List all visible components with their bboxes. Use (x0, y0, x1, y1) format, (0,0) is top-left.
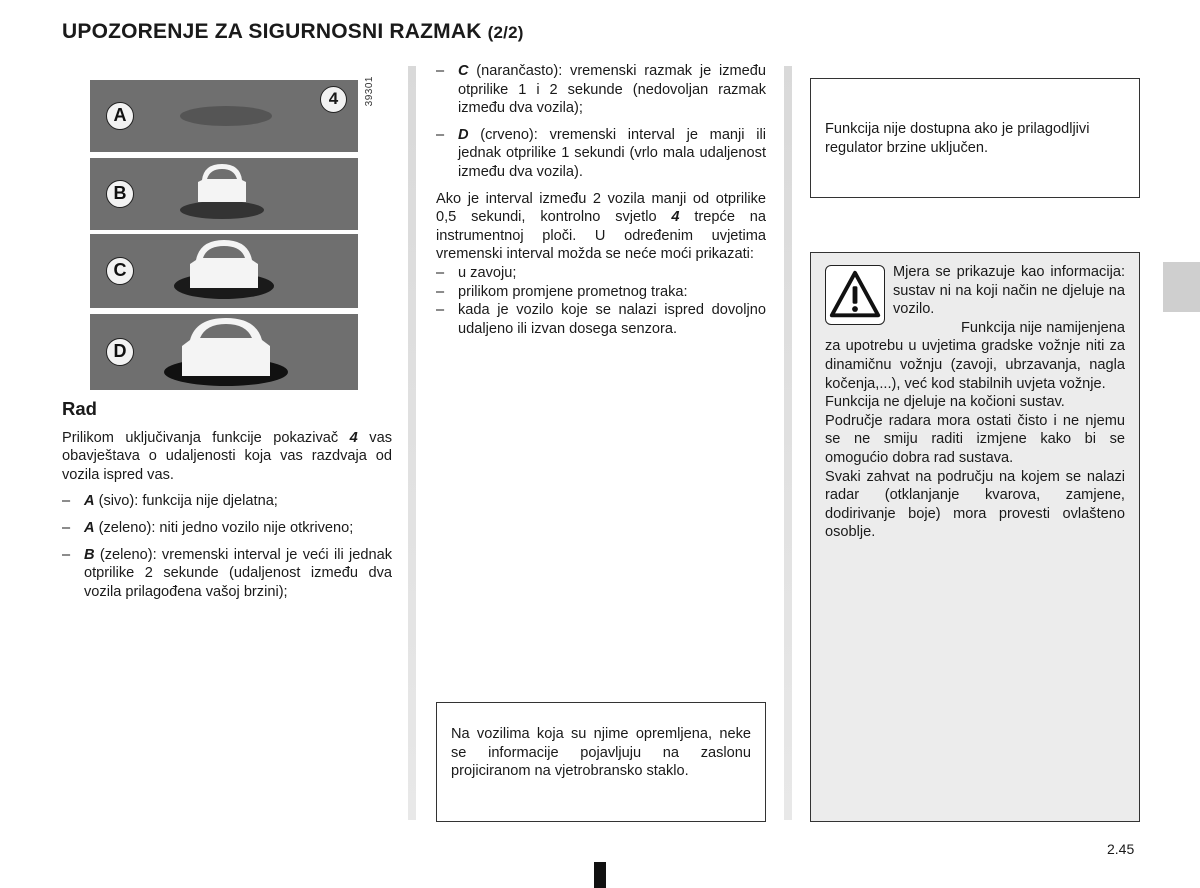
distance-warning-illustration (90, 78, 358, 390)
panel-letter-d: D (106, 338, 134, 366)
list-item: – C (narančasto): vremenski razmak je između otprilike 1 i 2 sekunde (nedovoljan razmak između dva vozila); (436, 63, 766, 117)
list-item: – B (zeleno): vremenski interval je veći ili jednak otprilike 2 sekunde (udaljenost između dva vozila prilagođena vašoj brzini); (62, 546, 392, 600)
figure-panel-b (90, 158, 358, 230)
panel-letter-c: C (106, 257, 134, 285)
warning-paragraph: Mjera se prikazuje kao informacija: sustav ni na koji način ne djeluje na vozilo. (893, 264, 1125, 318)
column-gutter-left (408, 66, 416, 820)
warning-paragraph: Područje radara mora ostati čisto i ne njemu se ne smiju raditi izmjene kako bi se omogućio dobra rad sustava. (825, 412, 1125, 466)
figure-panel-d (90, 314, 358, 390)
section-heading: Rad (62, 398, 97, 419)
warning-paragraph: Funkcija nije namijenjena za upotrebu u uvjetima gradske vožnje niti za dinamičnu vožnju (zavoji, ubrzavanja, nagla kočenja,...), već kod stabilnih uvjeta vožnje. (825, 319, 1125, 392)
warning-paragraph: Funkcija ne djeluje na kočioni sustav. (825, 394, 1065, 411)
page-title (62, 20, 524, 44)
interval-paragraph: Ako je interval između 2 vozila manji od otprilike 0,5 sekundi, kontrolno svjetlo 4 trepće na instrumentnoj ploči. U određenim uvjetima vremenski interval možda se neće moći prikazati: (436, 190, 767, 263)
figure-panel-c (90, 234, 358, 308)
page-number: 2.45 (1107, 841, 1135, 857)
list-item: – A (zeleno): niti jedno vozilo nije otkriveno; (62, 519, 354, 536)
list-item: – kada je vozilo koje se nalazi ispred dovoljno udaljeno ili izvan dosega senzora. (436, 302, 766, 337)
column-gutter-right (784, 66, 792, 820)
panel-letter-b: B (106, 180, 134, 208)
warning-triangle-icon (825, 265, 885, 325)
list-item: – prilikom promjene prometnog traka: (436, 283, 688, 300)
chapter-tab (1163, 262, 1200, 312)
list-item: – A (sivo): funkcija nije djelatna; (62, 493, 278, 510)
warning-paragraph: Svaki zahvat na području na kojem se nalazi radar (otklanjanje kvarova, zamjene, dodirivanje boje) mora provesti ovlašteno osoblje. (825, 468, 1125, 541)
figure-code: 39301 (364, 76, 375, 107)
note-box-adaptive-cruise: Funkcija nije dostupna ako je prilagodljivi regulator brzine uključen. (810, 78, 1140, 198)
column-middle (436, 62, 766, 338)
page-title-text: UPOZORENJE ZA SIGURNOSNI RAZMAK (62, 20, 482, 43)
column-left (62, 400, 392, 609)
intro-paragraph: Prilikom uključivanja funkcije pokazivač 4 vas obavještava o udaljenosti koja vas razdvaja od vozila ispred vas. (62, 429, 392, 483)
indicator-badge: 4 (320, 86, 347, 113)
list-item: – u zavoju; (436, 264, 517, 281)
panel-letter-a: A (106, 102, 134, 130)
warning-box (810, 252, 1140, 822)
figure-panel-a (90, 80, 358, 152)
page-marker (594, 862, 606, 888)
list-item: – D (crveno): vremenski interval je manji ili jednak otprilike 1 sekundi (vrlo mala udaljenost između dva vozila). (436, 126, 766, 180)
note-box-head-up-display: Na vozilima koja su njime opremljena, neke se informacije pojavljuju na zaslonu projiciranom na vjetrobransko staklo. (436, 702, 766, 822)
page-title-suffix: (2/2) (487, 23, 524, 42)
conditions-list (436, 264, 766, 338)
